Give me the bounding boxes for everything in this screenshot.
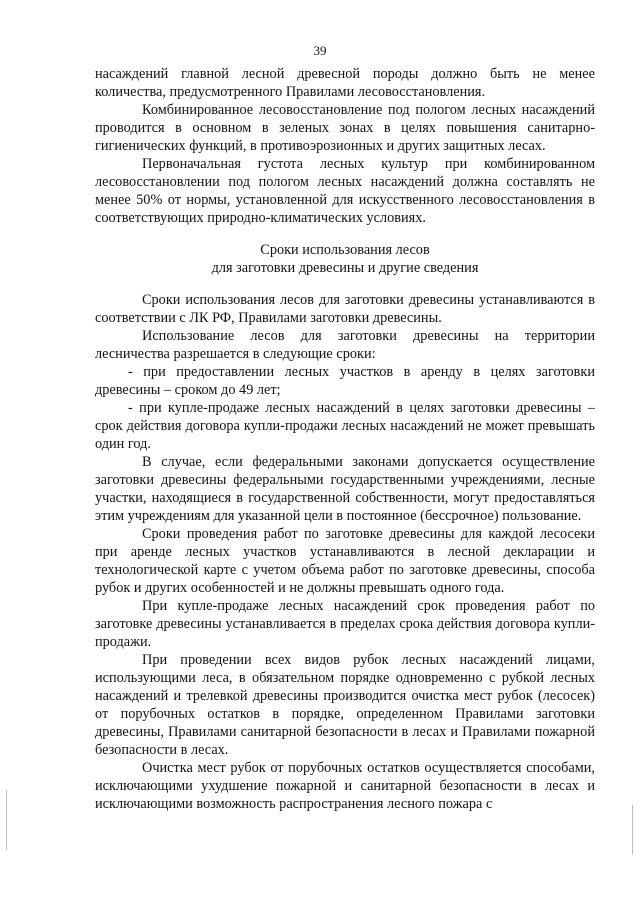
paragraph: При проведении всех видов рубок лесных насаждений лицами, использующими леса, в обязательном порядке одновременно с рубкой лесных насаждений и трелевкой древесины производится очистка мест рубок (лесосек) от порубочных остатков в порядке, определенном Правилами заготовки древесины, Правилами санитарной безопасности в лесах и Правилами пожарной безопасности в лесах.	[95, 652, 595, 758]
section-heading	[95, 241, 595, 277]
paragraph: насаждений главной лесной древесной породы должно быть не менее количества, предусмотренного Правилами лесовосстановления.	[95, 66, 595, 100]
scan-artifact-right	[632, 805, 633, 855]
paragraph: Сроки проведения работ по заготовке древесины для каждой лесосеки при аренде лесных участков устанавливаются в лесной декларации и технологической карте с учетом объема работ по заготовке древесины, способа рубок и других особенностей и не должны превышать одного года.	[95, 526, 595, 596]
paragraph: В случае, если федеральными законами допускается осуществление заготовки древесины федеральными государственными учреждениями, лесные участки, находящиеся в государственной собственности, могут предоставляться этим учреждениям для указанной цели в постоянное (бессрочное) пользование.	[95, 454, 595, 524]
paragraph: Первоначальная густота лесных культур при комбинированном лесовосстановлении под пологом лесных насаждений должна составлять не менее 50% от нормы, установленной для искусственного лесовосстановления в соответствующих природно-климатических условиях.	[95, 156, 595, 226]
section-heading-line: для заготовки древесины и другие сведения	[211, 260, 479, 276]
page-number: 39	[313, 43, 327, 58]
list-item: - при купле-продаже лесных насаждений в целях заготовки древесины – срок действия договора купли-продажи лесных насаждений не может превышать один год.	[95, 400, 595, 452]
section-heading-line: Сроки использования лесов	[260, 242, 430, 258]
page-body	[95, 65, 595, 813]
paragraph: При купле-продаже лесных насаждений срок проведения работ по заготовке древесины устанавливается в пределах срока действия договора купли-продажи.	[95, 598, 595, 650]
scan-artifact-left	[6, 790, 7, 850]
paragraph: Использование лесов для заготовки древесины на территории лесничества разрешается в следующие сроки:	[95, 328, 595, 362]
paragraph: Очистка мест рубок от порубочных остатков осуществляется способами, исключающими ухудшение пожарной и санитарной безопасности в лесах и исключающими возможность распространения лесного пожара с	[95, 760, 595, 812]
paragraph: Сроки использования лесов для заготовки древесины устанавливаются в соответствии с ЛК РФ, Правилами заготовки древесины.	[95, 292, 595, 326]
paragraph: Комбинированное лесовосстановление под пологом лесных насаждений проводится в основном в зеленых зонах в целях повышения санитарно-гигиенических функций, в противоэрозионных и других защитных лесах.	[95, 102, 595, 154]
list-item: - при предоставлении лесных участков в аренду в целях заготовки древесины – сроком до 49 лет;	[95, 364, 595, 398]
